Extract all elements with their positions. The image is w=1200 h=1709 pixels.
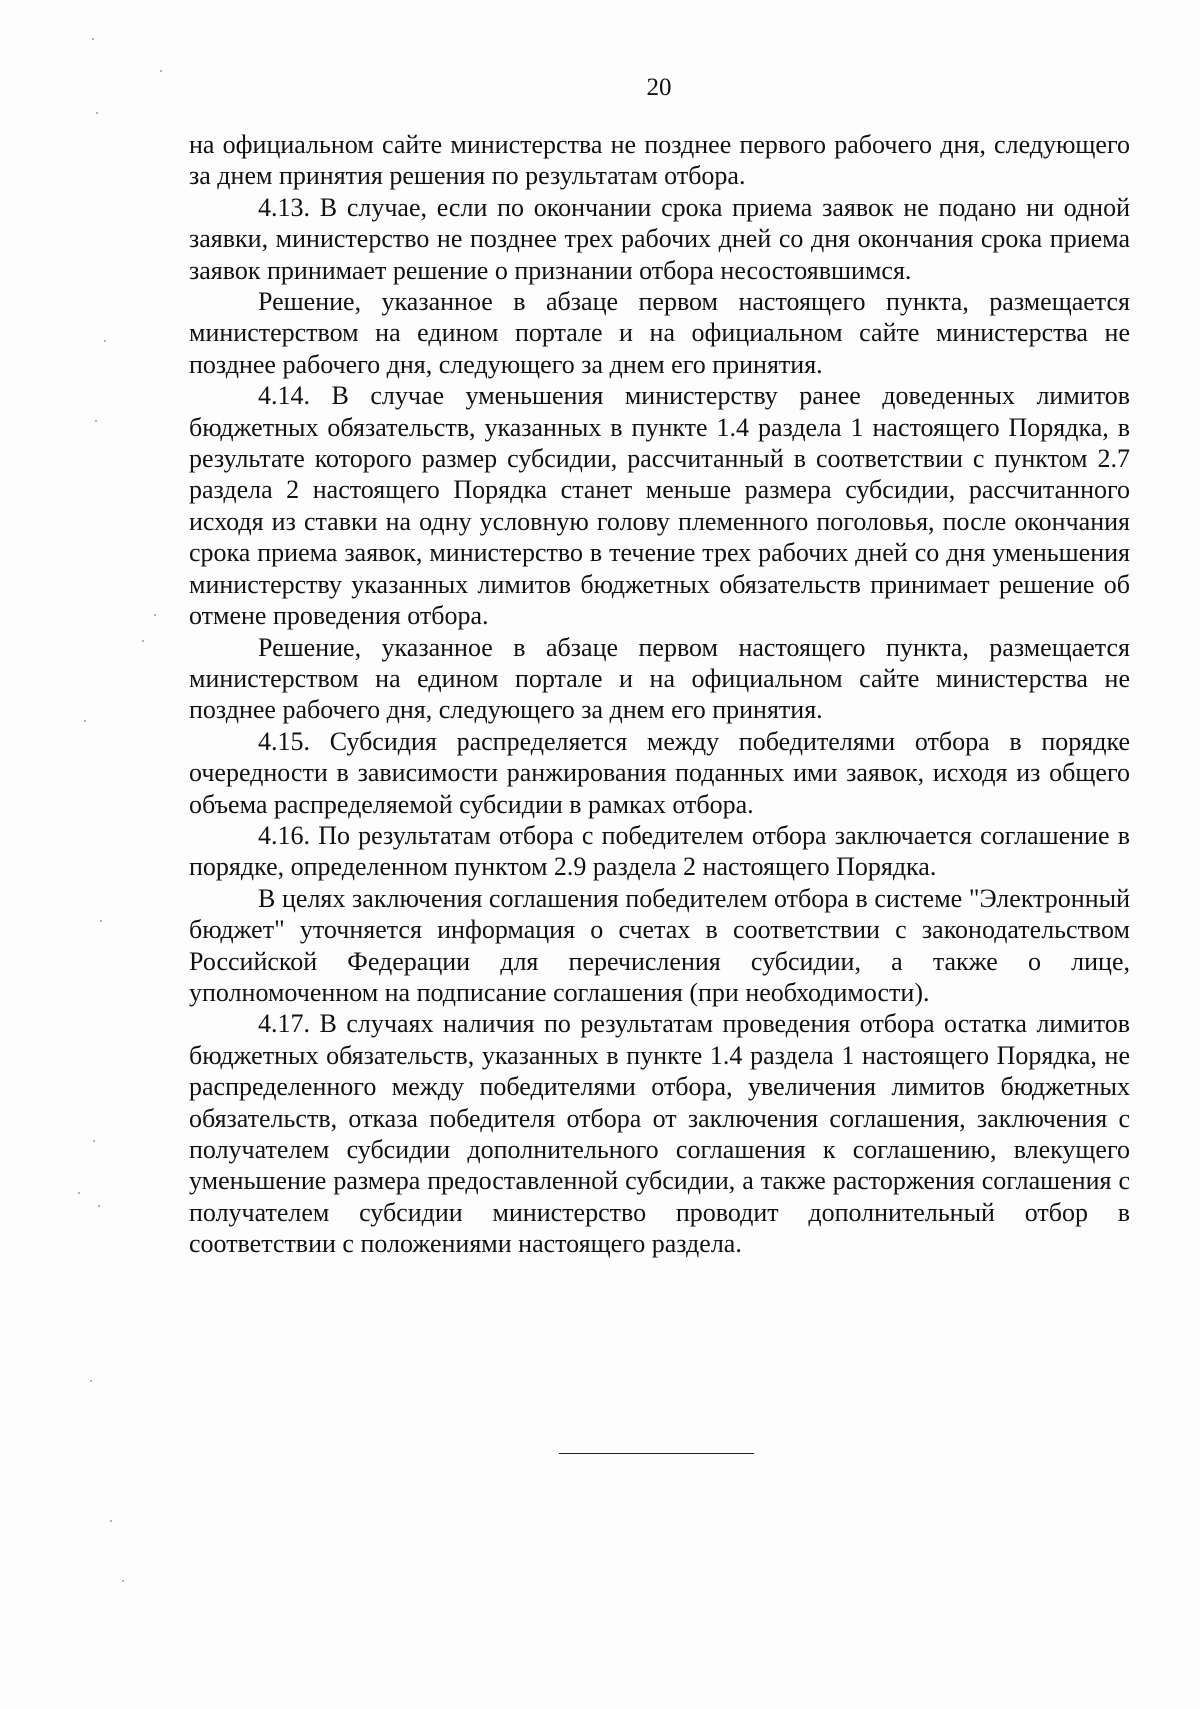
scan-speck [122,1580,124,1582]
end-of-document-rule [559,1453,754,1454]
paragraph-1-continuation: на официальном сайте министерства не позднее первого рабочего дня, следующего за днем принятия решения по результатам отбора. [189,130,1130,191]
document-body [189,129,1130,1260]
scan-speck [96,112,98,114]
page-number: 20 [646,74,672,101]
paragraph-4-14: 4.14. В случае уменьшения министерству ранее доведенных лимитов бюджетных обязательств, указанных в пункте 1.4 раздела 1 настоящего Порядка, в результате которого размер субсидии, рассчитанный в соответствии с пунктом 2.7 раздела 2 настоящего Порядка станет меньше размера субсидии, рассчитанного исходя из ставки на одну условную голову племенного поголовья, после окончания срока приема заявок, министерство в течение трех рабочих дней со дня уменьшения министерству указанных лимитов бюджетных обязательств принимает решение об отмене проведения отбора. [189,381,1130,631]
scan-speck [78,1192,80,1194]
paragraph-4-13-decision: Решение, указанное в абзаце первом настоящего пункта, размещается министерством на едином портале и на официальном сайте министерства не позднее рабочего дня, следующего за днем его принятия. [189,287,1130,379]
paragraph-4-16: 4.16. По результатам отбора с победителем отбора заключается соглашение в порядке, определенном пунктом 2.9 раздела 2 настоящего Порядка. [189,820,1130,882]
scan-speck [160,70,162,72]
scan-speck [154,614,156,616]
scan-speck [93,1140,95,1142]
paragraph-4-13: 4.13. В случае, если по окончании срока приема заявок не подано ни одной заявки, министерство не позднее трех рабочих дней со дня окончания срока приема заявок принимает решение о признании отбора несостоявшимся. [189,192,1130,285]
paragraph-4-15: 4.15. Субсидия распределяется между победителями отбора в порядке очередности в зависимости ранжирования поданных ими заявок, исходя из общего объема распределяемой субсидии в рамках отбора. [189,726,1130,819]
scan-speck [142,640,144,642]
scan-speck [90,1380,92,1382]
scan-speck [84,720,86,722]
scan-speck [100,920,102,922]
scan-speck [92,38,94,40]
scan-speck [98,1205,100,1207]
paragraph-4-16-agreement: В целях заключения соглашения победителем отбора в системе "Электронный бюджет" уточняется информация о счетах в соответствии с законодательством Российской Федерации для перечисления субсидии, а также о лице, уполномоченном на подписание соглашения (при необходимости). [189,883,1130,1007]
scan-speck [104,340,106,342]
paragraph-4-17: 4.17. В случаях наличия по результатам проведения отбора остатка лимитов бюджетных обязательств, указанных в пункте 1.4 раздела 1 настоящего Порядка, не распределенного между победителями отбора, увеличения лимитов бюджетных обязательств, отказа победителя отбора от заключения соглашения, заключения с получателем субсидии дополнительного соглашения к соглашению, влекущего уменьшение размера предоставленной субсидии, а также расторжения соглашения с получателем субсидии министерство проводит дополнительный отбор в соответствии с положениями настоящего раздела. [189,1009,1130,1259]
paragraph-4-14-decision: Решение, указанное в абзаце первом настоящего пункта, размещается министерством на едином портале и на официальном сайте министерства не позднее рабочего дня, следующего за днем его принятия. [189,632,1130,725]
scan-speck [110,1520,112,1522]
scan-speck [95,420,97,422]
